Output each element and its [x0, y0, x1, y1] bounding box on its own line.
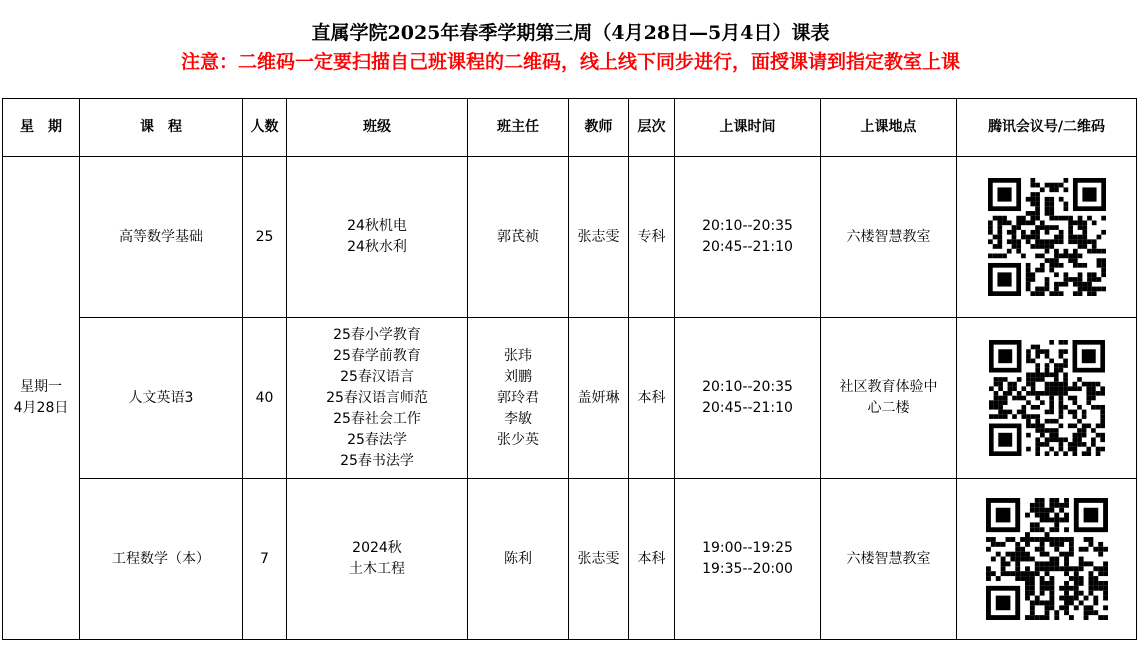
class-line: 25春汉语言 — [340, 368, 414, 385]
teacher-cell: 张志雯 — [569, 157, 629, 318]
location-line: 心二楼 — [867, 400, 910, 416]
course-cell: 高等数学基础 — [80, 157, 243, 318]
course-cell: 工程数学（本） — [80, 479, 243, 640]
col-header-class: 班级 — [287, 99, 468, 157]
teacher-cell: 盖妍琳 — [569, 318, 629, 479]
headteacher-name: 郭芪祯 — [497, 228, 539, 245]
level-cell: 本科 — [629, 479, 675, 640]
table-row — [3, 479, 1137, 640]
headteacher-cell — [468, 318, 569, 479]
time-cell — [675, 479, 821, 640]
class-cell — [287, 157, 468, 318]
location-line: 六楼智慧教室 — [846, 550, 931, 567]
qr-cell — [957, 318, 1137, 479]
time-slot: 19:00--19:25 — [702, 540, 793, 556]
time-slot: 19:35--20:00 — [702, 561, 793, 577]
teacher-cell: 张志雯 — [569, 479, 629, 640]
headteacher-name: 刘鹏 — [504, 368, 532, 385]
class-line: 25春社会工作 — [333, 410, 421, 427]
time-cell — [675, 157, 821, 318]
level-cell: 专科 — [629, 157, 675, 318]
col-header-location: 上课地点 — [821, 99, 957, 157]
day-cell — [3, 157, 80, 640]
time-cell — [675, 318, 821, 479]
class-line: 土木工程 — [349, 561, 405, 577]
headteacher-name: 郭玲君 — [497, 389, 539, 406]
class-line: 2024秋 — [352, 540, 402, 556]
notice-text: 注意：二维码一定要扫描自己班课程的二维码，线上线下同步进行，面授课请到指定教室上课 — [180, 51, 960, 73]
class-line: 25春法学 — [347, 431, 407, 448]
location-cell — [821, 157, 957, 318]
schedule-table — [2, 98, 1137, 640]
location-cell — [821, 318, 957, 479]
qr-cell — [957, 157, 1137, 318]
col-header-day: 星 期 — [3, 99, 80, 157]
day-name: 星期一 — [20, 379, 62, 395]
location-line: 六楼智慧教室 — [846, 228, 931, 245]
class-cell — [287, 479, 468, 640]
col-header-teacher: 教师 — [569, 99, 629, 157]
headteacher-cell — [468, 157, 569, 318]
header-row — [3, 99, 1137, 157]
table-row — [3, 318, 1137, 479]
day-date: 4月28日 — [13, 400, 69, 416]
qr-code-icon[interactable] — [988, 178, 1106, 296]
class-cell — [287, 318, 468, 479]
col-header-course: 课 程 — [80, 99, 243, 157]
time-slot: 20:45--21:10 — [702, 400, 793, 416]
count-cell: 25 — [243, 157, 287, 318]
class-line: 24秋水利 — [347, 239, 407, 255]
col-header-meeting-qr: 腾讯会议号/二维码 — [957, 99, 1137, 157]
time-slot: 20:10--20:35 — [702, 379, 793, 395]
location-cell — [821, 479, 957, 640]
col-header-level: 层次 — [629, 99, 675, 157]
time-slot: 20:10--20:35 — [702, 218, 793, 234]
count-cell: 40 — [243, 318, 287, 479]
page-title: 直属学院2025年春季学期第三周（4月28日—5月4日）课表 — [311, 22, 830, 44]
class-line: 25春小学教育 — [333, 326, 421, 343]
qr-code-icon[interactable] — [989, 340, 1105, 456]
headteacher-name: 李敏 — [504, 410, 532, 427]
time-slot: 20:45--21:10 — [702, 239, 793, 255]
course-cell: 人文英语3 — [80, 318, 243, 479]
headteacher-name: 张少英 — [497, 431, 539, 448]
headteacher-name: 张玮 — [504, 347, 532, 364]
qr-code-icon[interactable] — [986, 498, 1108, 620]
class-line: 25春学前教育 — [333, 347, 421, 364]
class-line: 24秋机电 — [347, 218, 407, 234]
location-line: 社区教育体验中 — [839, 379, 938, 395]
count-cell: 7 — [243, 479, 287, 640]
col-header-count: 人数 — [243, 99, 287, 157]
headteacher-cell — [468, 479, 569, 640]
level-cell: 本科 — [629, 318, 675, 479]
table-row — [3, 157, 1137, 318]
qr-cell — [957, 479, 1137, 640]
headteacher-name: 陈利 — [504, 550, 532, 567]
col-header-time: 上课时间 — [675, 99, 821, 157]
class-line: 25春汉语言师范 — [326, 389, 428, 406]
col-header-headteacher: 班主任 — [468, 99, 569, 157]
class-line: 25春书法学 — [340, 452, 414, 469]
